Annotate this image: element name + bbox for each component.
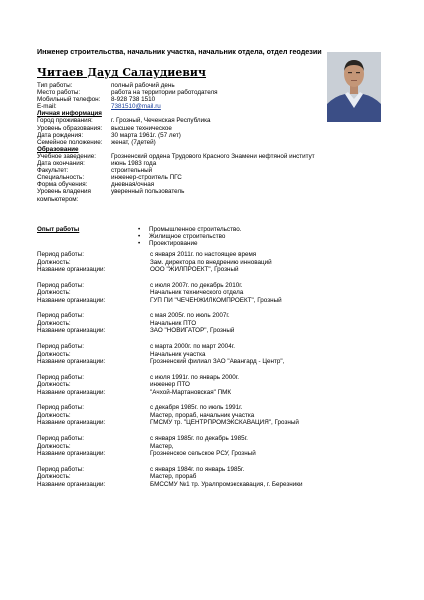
experience-bullet: • Жилищное строительство bbox=[138, 233, 242, 240]
education-label: Дата окончания: bbox=[37, 160, 85, 168]
job-position: Зам. директора по внедрению инноваций bbox=[150, 258, 272, 266]
education-row bbox=[37, 174, 417, 181]
period-label: Период работы: bbox=[37, 312, 84, 320]
job-period: с января 2011г. по настоящее время bbox=[150, 251, 257, 258]
info-row bbox=[37, 82, 417, 89]
personal-section-title: Личная информация bbox=[37, 110, 102, 118]
job-position: Начальник ПТО bbox=[150, 319, 197, 327]
job-entry bbox=[37, 435, 417, 458]
personal-label: Уровень образования: bbox=[37, 124, 103, 132]
job-entry bbox=[37, 282, 417, 305]
job-period: с марта 2000г. по март 2004г. bbox=[150, 343, 235, 351]
period-label: Период работы: bbox=[37, 465, 84, 473]
org-label: Название организации: bbox=[37, 388, 106, 396]
position-label: Должность: bbox=[37, 473, 71, 481]
education-row bbox=[37, 181, 417, 188]
job-period: с января 1985г. по декабрь 1985г. bbox=[150, 435, 248, 443]
experience-bullets bbox=[138, 226, 242, 248]
personal-label: Город проживания: bbox=[37, 117, 93, 125]
personal-row bbox=[37, 132, 417, 139]
education-label: Форма обучения: bbox=[37, 181, 88, 189]
personal-row bbox=[37, 117, 417, 124]
education-row bbox=[37, 196, 417, 203]
phone-value: 8-928 738 1510 bbox=[111, 96, 156, 104]
education-value: дневная/очная bbox=[111, 181, 155, 189]
org-label: Название организации: bbox=[37, 450, 106, 458]
education-label: Уровень владения bbox=[37, 188, 91, 196]
job-entry bbox=[37, 404, 417, 427]
experience-section-title: Опыт работы bbox=[37, 226, 80, 233]
job-org: ЗАО "НОВИГАТОР", Грозный bbox=[150, 327, 235, 335]
job-entry bbox=[37, 251, 417, 274]
education-row bbox=[37, 153, 417, 160]
info-row bbox=[37, 103, 417, 110]
personal-label: Дата рождения: bbox=[37, 131, 84, 139]
education-value: строительный bbox=[111, 167, 153, 175]
position-label: Должность: bbox=[37, 350, 71, 358]
job-position: Начальник технического отдела bbox=[150, 289, 244, 297]
education-section-title: Образование bbox=[37, 145, 79, 153]
job-entry bbox=[37, 374, 417, 397]
position-label: Должность: bbox=[37, 442, 71, 450]
job-org: ООО "ЖИЛПРОЕКТ", Грозный bbox=[150, 266, 239, 273]
job-period: с декабря 1985г. по июль 1991г. bbox=[150, 404, 243, 412]
period-label: Период работы: bbox=[37, 251, 84, 258]
job-org: Грозненский филиал ЗАО "Авангард - Центр", bbox=[150, 358, 285, 366]
personal-row bbox=[37, 139, 417, 146]
org-label: Название организации: bbox=[37, 327, 106, 335]
education-row bbox=[37, 160, 417, 167]
job-entry bbox=[37, 343, 417, 366]
position-label: Должность: bbox=[37, 411, 71, 419]
org-label: Название организации: bbox=[37, 358, 106, 366]
job-org: Грозненское сельское РСУ, Грозный bbox=[150, 450, 256, 458]
info-label: E-mail: bbox=[37, 103, 57, 111]
job-org: ГУП ПИ "ЧЕЧЕНЖИЛКОМПРОЕКТ", Грозный bbox=[150, 296, 282, 304]
education-row bbox=[37, 188, 417, 195]
education-value: уверенный пользователь bbox=[111, 188, 185, 196]
personal-value: женат, (7детей) bbox=[111, 138, 156, 146]
job-entry bbox=[37, 312, 417, 335]
position-label: Должность: bbox=[37, 289, 71, 297]
education-value: июнь 1983 года bbox=[111, 160, 157, 168]
education-label: компьютером: bbox=[37, 195, 79, 203]
period-label: Период работы: bbox=[37, 404, 84, 412]
details-section bbox=[37, 82, 417, 203]
job-list bbox=[37, 251, 417, 497]
period-label: Период работы: bbox=[37, 281, 84, 289]
email-link[interactable]: 7381510@mail.ru bbox=[111, 103, 161, 111]
job-period: с июля 2007г. по декабрь 2010г. bbox=[150, 281, 243, 289]
org-label: Название организации: bbox=[37, 296, 106, 304]
education-row bbox=[37, 167, 417, 174]
education-label: Учебное заведение: bbox=[37, 152, 96, 160]
info-row bbox=[37, 96, 417, 103]
education-label: Факультет: bbox=[37, 167, 69, 175]
job-position: инженер ПТО bbox=[150, 381, 190, 389]
experience-bullet: • Промышленное строительство. bbox=[138, 226, 242, 233]
personal-value: высшее техническое bbox=[111, 124, 172, 132]
job-entry bbox=[37, 466, 417, 489]
job-period: с июля 1991г. по январь 2000г. bbox=[150, 373, 240, 381]
org-label: Название организации: bbox=[37, 480, 106, 488]
job-position: Мастер, прораб, начальник участка bbox=[150, 411, 255, 419]
personal-label: Семейное положение: bbox=[37, 138, 103, 146]
job-position: Начальник участка bbox=[150, 350, 206, 358]
job-position: Мастер, прораб bbox=[150, 473, 197, 481]
position-label: Должность: bbox=[37, 381, 71, 389]
job-org: "Ачхой-Мартановская" ПМК bbox=[150, 388, 232, 396]
info-label: Место работы: bbox=[37, 89, 81, 97]
person-name: Читаев Дауд Салаудиевич bbox=[37, 66, 207, 79]
info-label: Мобильный телефон: bbox=[37, 96, 101, 104]
position-label: Должность: bbox=[37, 319, 71, 327]
job-position: Мастер, bbox=[150, 442, 174, 450]
period-label: Период работы: bbox=[37, 435, 84, 443]
job-org: ГМСМУ тр. "ЦЕНТРПРОМЭКСКАВАЦИЯ", Грозный bbox=[150, 419, 299, 427]
job-org: БМССМУ №1 тр. Уралпромэкскавация, г. Березники bbox=[150, 480, 303, 488]
position-label: Должность: bbox=[37, 258, 71, 266]
info-label: Тип работы: bbox=[37, 82, 73, 89]
info-value: работа на территории работодателя bbox=[111, 89, 218, 97]
education-value: инженер-строитель ПГС bbox=[111, 174, 182, 182]
period-label: Период работы: bbox=[37, 343, 84, 351]
job-period: с мая 2005г. по июль 2007г. bbox=[150, 312, 230, 320]
resume-heading: Инженер строительства, начальник участка, начальник отдела, отдел геодезии bbox=[37, 47, 322, 56]
job-period: с января 1984г. по январь 1985г. bbox=[150, 465, 245, 473]
info-value: полный рабочий день bbox=[111, 82, 175, 89]
personal-value: г. Грозный, Чеченская Республика bbox=[111, 117, 211, 125]
education-value: Грозненский ордена Трудового Красного Знамени нефтяной институт bbox=[111, 152, 315, 160]
org-label: Название организации: bbox=[37, 419, 106, 427]
education-label: Специальность: bbox=[37, 174, 85, 182]
org-label: Название организации: bbox=[37, 266, 106, 273]
personal-row bbox=[37, 125, 417, 132]
experience-bullet: • Проектирование bbox=[138, 240, 242, 247]
personal-value: 30 марта 1961г. (57 лет) bbox=[111, 131, 181, 139]
period-label: Период работы: bbox=[37, 373, 84, 381]
